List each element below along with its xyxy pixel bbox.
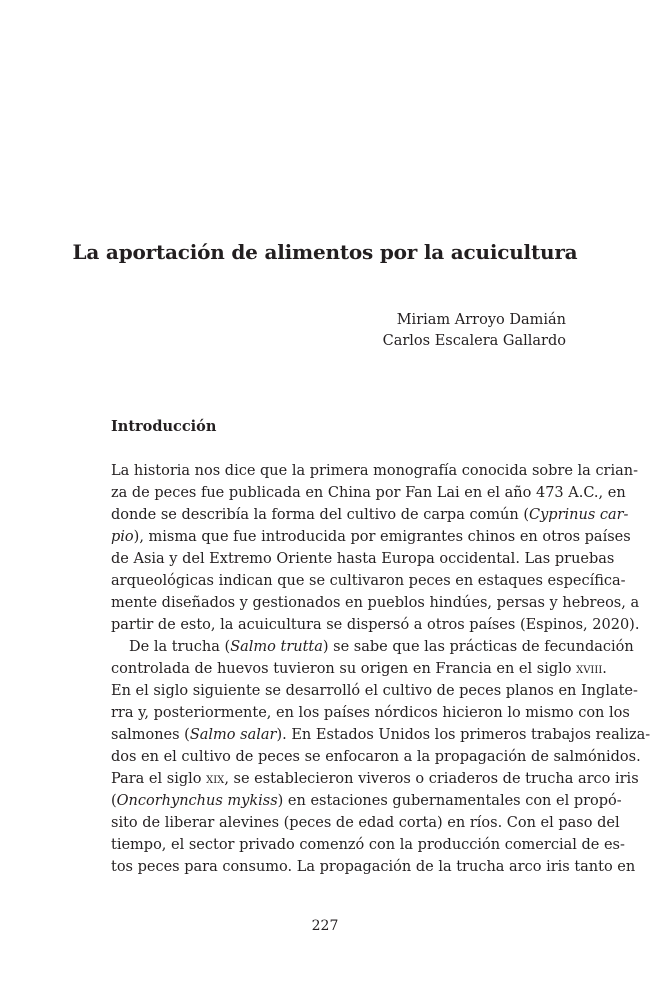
text-run: De la trucha ( [129,639,231,655]
text-line [111,856,636,878]
text-run: partir de esto, la acuicultura se dispersó a otros países (Espinos, 2020). [111,617,640,633]
italic-term: Oncorhynchus mykiss [116,793,278,809]
text-line [111,482,626,504]
text-line [111,746,641,768]
text-line [111,658,607,680]
text-run: La historia nos dice que la primera monografía conocida sobre la crian- [111,463,639,479]
italic-term: pio [111,529,134,545]
text-run: ), misma que fue introducida por emigrantes chinos en otros países [133,529,631,545]
text-line [111,592,640,614]
body-text [111,460,650,878]
text-run: de Asia y del Extremo Oriente hasta Europa occidental. Las pruebas [111,551,615,567]
author-list [383,310,566,352]
text-run: donde se describía la forma del cultivo de carpa común ( [111,507,529,523]
chapter-title: La aportación de alimentos por la acuicultura [72,240,578,264]
text-run: za de peces fue publicada en China por Fan Lai en el año 473 A.C., en [111,485,626,501]
text-line [111,812,620,834]
text-run: ) se sabe que las prácticas de fecundación [322,639,634,655]
section-heading: Introducción [111,418,217,435]
roman-numeral: xviii [576,661,603,677]
italic-term: Cyprinus car- [529,507,629,523]
text-line [111,636,634,658]
text-run: Para el siglo [111,771,207,787]
text-run: En el siglo siguiente se desarrolló el cultivo de peces planos en Inglate- [111,683,638,699]
author-name: Carlos Escalera Gallardo [382,333,566,349]
text-line [111,724,650,746]
paragraph [111,636,650,878]
author-name: Miriam Arroyo Damián [396,312,566,328]
text-run: controlada de huevos tuvieron su origen en Francia en el siglo [111,661,577,677]
text-line [111,548,615,570]
text-run: sito de liberar alevines (peces de edad corta) en ríos. Con el paso del [111,815,620,831]
text-run: ) en estaciones gubernamentales con el propó- [277,793,622,809]
text-run: dos en el cultivo de peces se enfocaron a la propagación de salmónidos. [111,749,641,765]
text-line [111,614,640,636]
text-line [111,790,622,812]
text-run: rra y, posteriormente, en los países nórdicos hicieron lo mismo con los [111,705,630,721]
roman-numeral: xix [206,771,225,787]
text-line [111,460,639,482]
text-line [111,570,626,592]
text-run: tiempo, el sector privado comenzó con la producción comercial de es- [111,837,625,853]
text-run: ). En Estados Unidos los primeros trabajos realiza- [276,727,650,743]
text-line [111,702,630,724]
text-line [111,768,639,790]
text-line [111,504,629,526]
text-run: , se establecieron viveros o criaderos de trucha arco iris [224,771,639,787]
text-run: mente diseñados y gestionados en pueblos hindúes, persas y hebreos, a [111,595,640,611]
text-run: salmones ( [111,727,190,743]
paragraph [111,460,640,636]
text-line [111,834,625,856]
text-line [111,680,638,702]
text-run: ( [111,793,117,809]
text-run: . [602,661,607,677]
text-run: tos peces para consumo. La propagación de la trucha arco iris tanto en [111,859,636,875]
page-number: 227 [311,918,339,934]
italic-term: Salmo trutta [230,639,323,655]
italic-term: Salmo salar [189,727,277,743]
text-run: arqueológicas indican que se cultivaron peces en estaques específica- [111,573,626,589]
text-line [111,526,631,548]
